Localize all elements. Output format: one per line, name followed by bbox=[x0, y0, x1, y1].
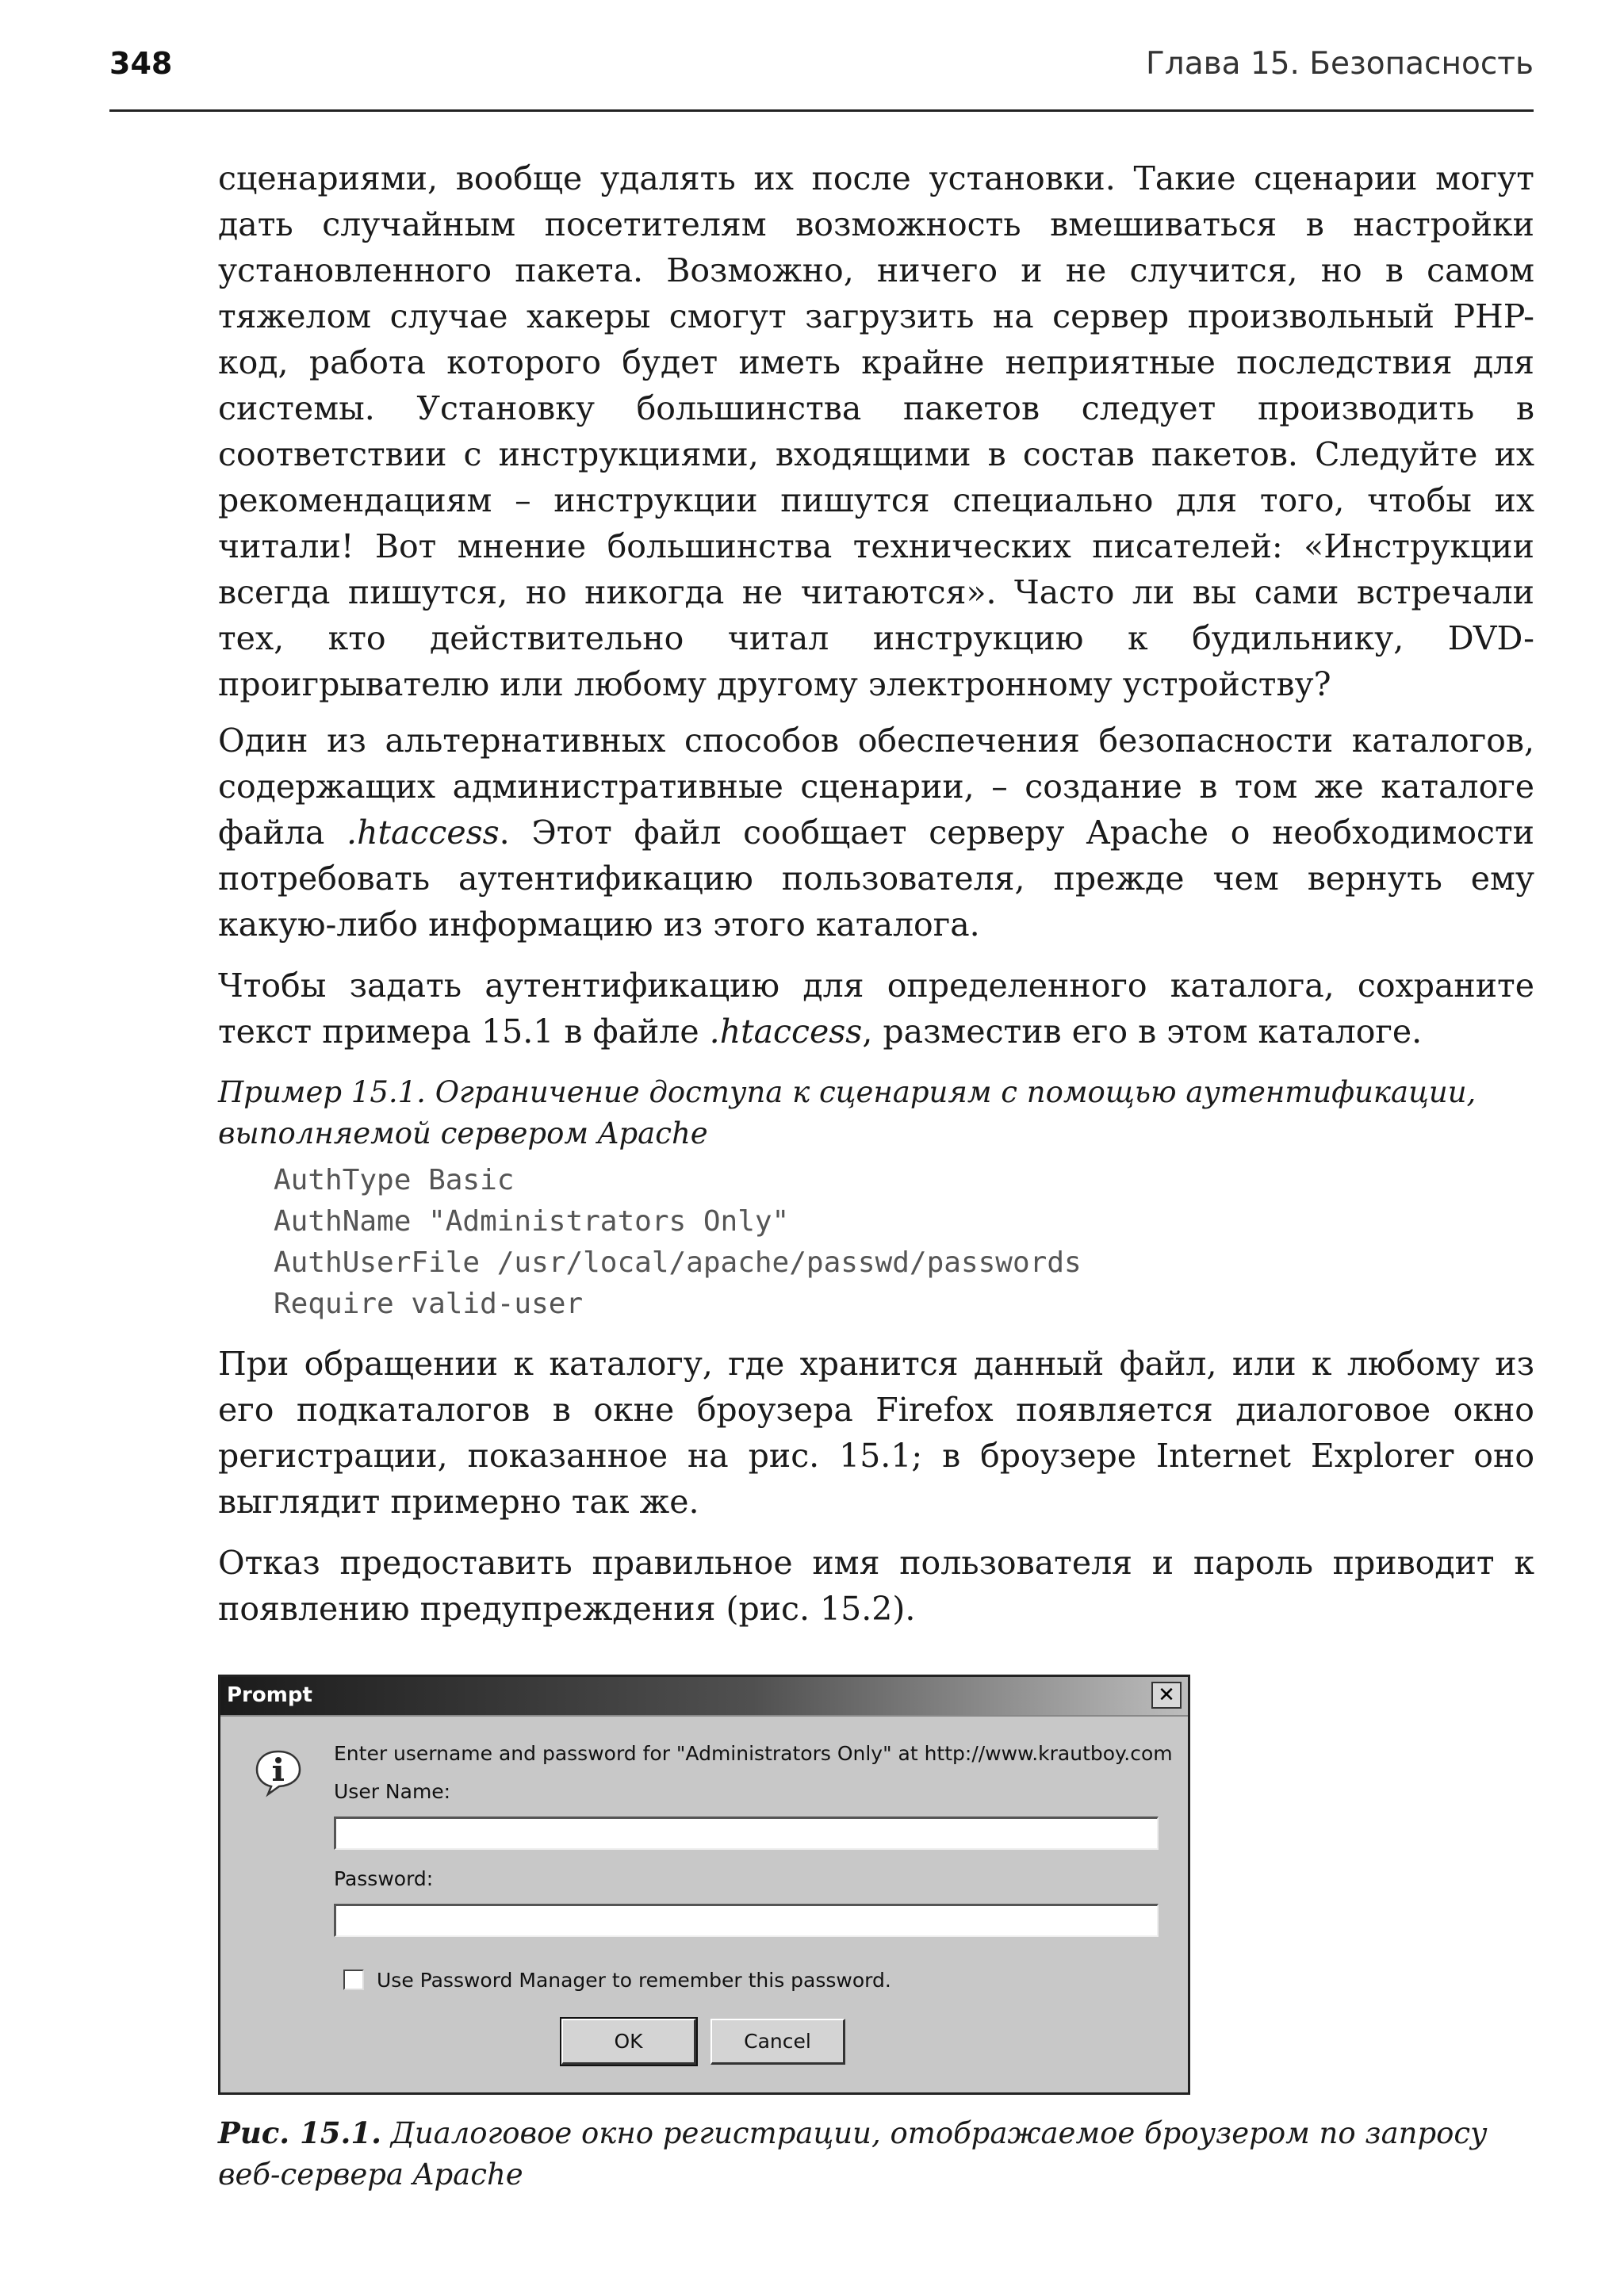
paragraph-3-text-b: , разместив его в этом каталоге. bbox=[862, 1013, 1423, 1051]
dialog-titlebar[interactable] bbox=[220, 1677, 1188, 1717]
password-label: Password: bbox=[334, 1867, 434, 1890]
close-icon: ✕ bbox=[1158, 1683, 1175, 1707]
cancel-button[interactable]: Cancel bbox=[710, 2019, 845, 2065]
code-line: AuthUserFile /usr/local/apache/passwd/passwords bbox=[274, 1246, 1082, 1279]
example-caption: Пример 15.1. Ограничение доступа к сценариям с помощью аутентификации, выполняемой сервером Apache bbox=[218, 1075, 1477, 1150]
password-manager-row[interactable] bbox=[343, 1966, 891, 1993]
page-number: 348 bbox=[109, 46, 173, 81]
dialog-title: Prompt bbox=[227, 1683, 312, 1707]
paragraph-2 bbox=[218, 718, 1534, 948]
figure-caption-label: Рис. 15.1. bbox=[218, 2115, 382, 2150]
page-header bbox=[109, 46, 1534, 112]
close-button[interactable] bbox=[1151, 1682, 1182, 1709]
paragraph-3-text-a: Чтобы задать аутентификацию для определенного каталога, сохраните текст примера 15.1 в файле bbox=[218, 967, 1534, 1051]
paragraph-2-text-a: Один из альтернативных способов обеспечения безопасности каталогов, содержащих административные сценарии, – создание в том же каталоге файла bbox=[218, 722, 1534, 852]
info-icon bbox=[254, 1748, 303, 1797]
prompt-dialog bbox=[218, 1675, 1190, 2095]
paragraph-5: Отказ предоставить правильное имя пользователя и пароль приводит к появлению предупреждения (рис. 15.2). bbox=[218, 1544, 1534, 1628]
paragraph-2-filename: .htaccess bbox=[347, 814, 500, 852]
body-block-3 bbox=[218, 963, 1534, 1055]
ok-button[interactable]: OK bbox=[561, 2019, 696, 2065]
body-block-1 bbox=[218, 155, 1534, 707]
code-line: AuthType Basic bbox=[274, 1164, 515, 1196]
running-head: Глава 15. Безопасность bbox=[1145, 46, 1534, 82]
username-input[interactable] bbox=[334, 1817, 1159, 1850]
paragraph-2-text-b: . Этот файл сообщает серверу Apache о необходимости потребовать аутентификацию пользователя, прежде чем вернуть ему какую-либо информацию из этого каталога. bbox=[218, 814, 1534, 944]
paragraph-1: сценариями, вообще удалять их после установки. Такие сценарии могут дать случайным посетителям возможность вмешиваться в настройки установленного пакета. Возможно, ничего и не случится, но в самом тяжелом случае хакеры смогут загрузить на сервер произвольный PHP-код, работа которого будет иметь крайне неприятные последствия для системы. Установку большинства пакетов следует производить в соответствии с инструкциями, входящими в состав пакетов. Следуйте их рекомендациям – инструкции пишутся специально для того, чтобы их читали! Вот мнение большинства технических писателей: «Инструкции всегда пишутся, но никогда не читаются». Часто ли вы сами встречали тех, кто действительно читал инструкцию к будильнику, DVD-проигрывателю или любому другому электронному устройству? bbox=[218, 159, 1534, 703]
password-input[interactable] bbox=[334, 1904, 1159, 1937]
paragraph-4: При обращении к каталогу, где хранится данный файл, или к любому из его подкаталогов в окне броузера Firefox появляется диалоговое окно регистрации, показанное на рис. 15.1; в броузере Internet Explorer оно выглядит примерно так же. bbox=[218, 1345, 1534, 1521]
password-manager-label: Use Password Manager to remember this password. bbox=[377, 1968, 891, 1992]
body-block-4 bbox=[218, 1341, 1534, 1525]
paragraph-3-filename: .htaccess bbox=[709, 1013, 863, 1051]
code-block bbox=[274, 1160, 1082, 1325]
body-block-5 bbox=[218, 1540, 1534, 1632]
password-manager-checkbox[interactable] bbox=[343, 1970, 364, 1990]
code-line: AuthName "Administrators Only" bbox=[274, 1205, 790, 1238]
code-line: Require valid-user bbox=[274, 1288, 584, 1320]
username-label: User Name: bbox=[334, 1780, 451, 1803]
figure-caption bbox=[218, 2112, 1534, 2196]
paragraph-3 bbox=[218, 963, 1534, 1055]
figure-caption-text: Диалоговое окно регистрации, отображаемое броузером по запросу веб-сервера Apache bbox=[218, 2116, 1488, 2192]
prompt-message: Enter username and password for "Administrators Only" at http://www.krautboy.com bbox=[334, 1742, 1173, 1765]
body-block-2 bbox=[218, 718, 1534, 948]
